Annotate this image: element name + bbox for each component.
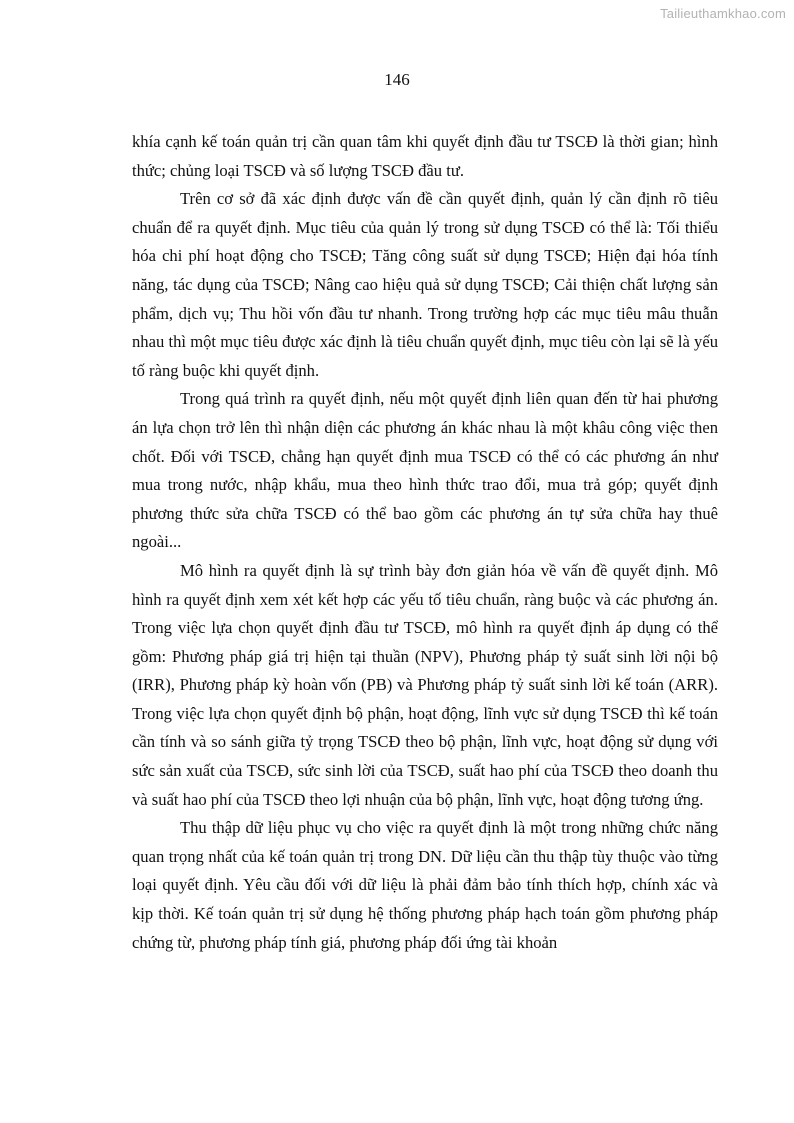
paragraph-4: Mô hình ra quyết định là sự trình bày đơn giản hóa về vấn đề quyết định. Mô hình ra quyết định xem xét kết hợp các yếu tố tiêu chuẩn, ràng buộc và các phương án. Trong việc lựa chọn quyết định đầu tư TSCĐ, mô hình ra quyết định áp dụng có thể gồm: Phương pháp giá trị hiện tại thuần (NPV), Phương pháp tỷ suất sinh lời nội bộ (IRR), Phương pháp kỳ hoàn vốn (PB) và Phương pháp tỷ suất sinh lời kế toán (ARR). Trong việc lựa chọn quyết định bộ phận, hoạt động, lĩnh vực sử dụng TSCĐ thì kế toán cần tính và so sánh giữa tỷ trọng TSCĐ theo bộ phận, lĩnh vực, hoạt động sử dụng với sức sản xuất của TSCĐ, sức sinh lời của TSCĐ, suất hao phí của TSCĐ theo doanh thu và suất hao phí của TSCĐ theo lợi nhuận của bộ phận, lĩnh vực, hoạt động tương ứng. xyxy=(132,560,718,809)
watermark: Tailieuthamkhao.com xyxy=(660,6,786,21)
paragraph-2: Trên cơ sở đã xác định được vấn đề cần quyết định, quản lý cần định rõ tiêu chuẩn để ra quyết định. Mục tiêu của quản lý trong sử dụng TSCĐ có thể là: Tối thiểu hóa chi phí hoạt động cho TSCĐ; Tăng công suất sử dụng TSCĐ; Hiện đại hóa tính năng, tác dụng của TSCĐ; Nâng cao hiệu quả sử dụng TSCĐ; Cải thiện chất lượng sản phẩm, dịch vụ; Thu hồi vốn đầu tư nhanh. Trong trường hợp các mục tiêu mâu thuẫn nhau thì một mục tiêu được xác định là tiêu chuẩn quyết định, mục tiêu còn lại sẽ là yếu tố ràng buộc khi quyết định. xyxy=(132,189,718,380)
document-body xyxy=(132,128,718,957)
paragraph-1: khía cạnh kế toán quản trị cần quan tâm khi quyết định đầu tư TSCĐ là thời gian; hình thức; chủng loại TSCĐ và số lượng TSCĐ đầu tư. xyxy=(132,132,718,180)
paragraph-5: Thu thập dữ liệu phục vụ cho việc ra quyết định là một trong những chức năng quan trọng nhất của kế toán quản trị trong DN. Dữ liệu cần thu thập tùy thuộc vào từng loại quyết định. Yêu cầu đối với dữ liệu là phải đảm bảo tính thích hợp, chính xác và kịp thời. Kế toán quản trị sử dụng hệ thống phương pháp hạch toán gồm phương pháp chứng từ, phương pháp tính giá, phương pháp đối ứng tài khoản xyxy=(132,818,718,952)
page-number: 146 xyxy=(384,70,410,89)
paragraph-3: Trong quá trình ra quyết định, nếu một quyết định liên quan đến từ hai phương án lựa chọn trở lên thì nhận diện các phương án khác nhau là một khâu công việc then chốt. Đối với TSCĐ, chẳng hạn quyết định mua TSCĐ có thể có các phương án như mua trong nước, nhập khẩu, mua theo hình thức trao đổi, mua trả góp; quyết định phương thức sửa chữa TSCĐ có thể bao gồm các phương án tự sửa chữa hay thuê ngoài... xyxy=(132,389,718,552)
